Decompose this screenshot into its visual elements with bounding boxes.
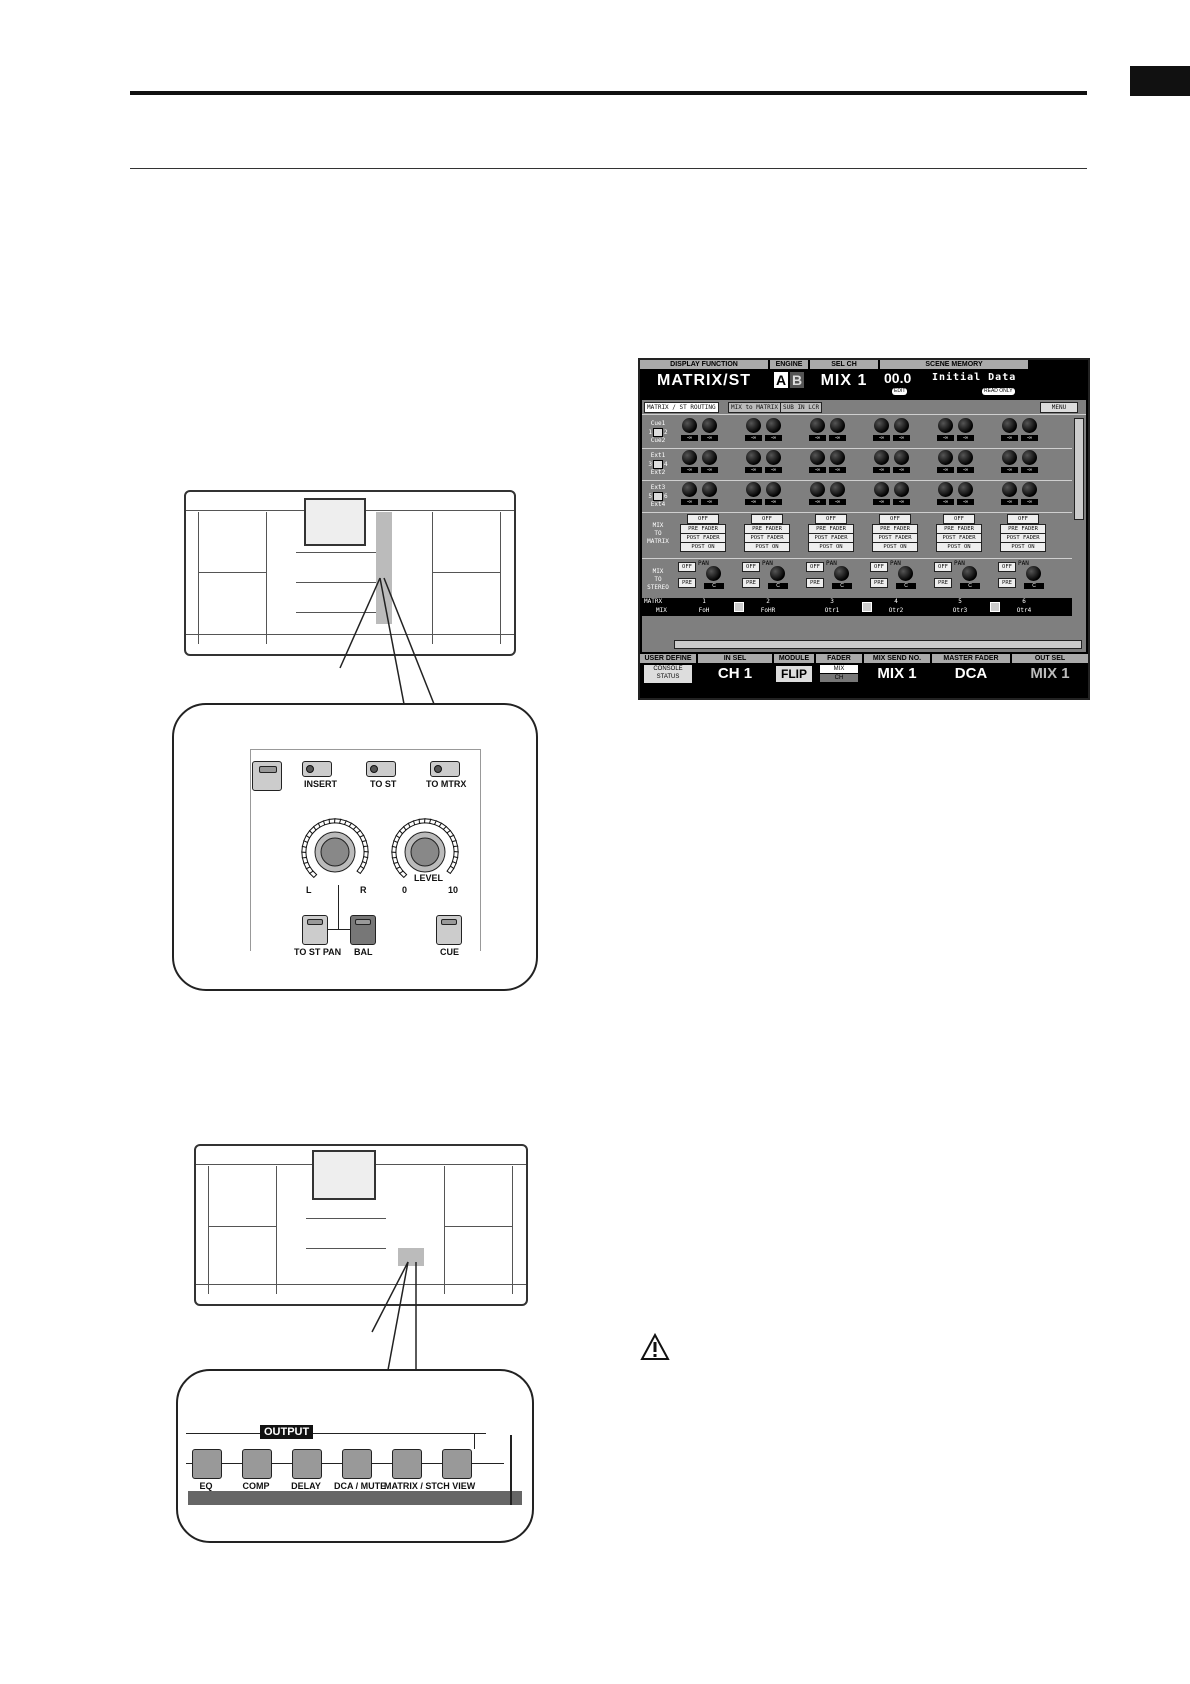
send-level-knob[interactable]: [702, 450, 717, 465]
row-label-bottom: Cue2: [650, 437, 666, 444]
console-status-button[interactable]: CONSOLE STATUS: [644, 665, 692, 683]
fader-field: FADER MIX CH: [816, 654, 862, 682]
engine-field: ENGINE A B: [770, 360, 808, 398]
send-level-knob[interactable]: [702, 482, 717, 497]
send-level-knob[interactable]: [874, 418, 889, 433]
send-level-value: -∞: [809, 499, 826, 505]
pan-label: PAN: [762, 560, 773, 567]
mix-send-value: MIX 1: [877, 665, 917, 682]
output-key-3[interactable]: [342, 1449, 372, 1479]
send-level-value: -∞: [701, 499, 718, 505]
stereo-link-icon: [653, 460, 663, 469]
send-level-value: -∞: [1001, 499, 1018, 505]
matrix-routing-button[interactable]: OFF: [751, 514, 783, 524]
send-level-knob[interactable]: [874, 450, 889, 465]
insert-label: INSERT: [304, 779, 338, 789]
pan-value: C: [896, 583, 916, 589]
send-level-knob[interactable]: [746, 482, 761, 497]
send-level-knob[interactable]: [938, 482, 953, 497]
send-level-value: -∞: [681, 435, 698, 441]
mix-number: 6: [1022, 598, 1026, 605]
send-level-knob[interactable]: [894, 482, 909, 497]
master-fader-value: DCA: [954, 665, 988, 682]
send-level-value: -∞: [701, 467, 718, 473]
lcd-footer: [640, 654, 1088, 698]
mix-number: 2: [766, 598, 770, 605]
engine-a[interactable]: A: [775, 372, 787, 388]
send-level-knob[interactable]: [702, 418, 717, 433]
output-key-0[interactable]: [192, 1449, 222, 1479]
send-level-knob[interactable]: [874, 482, 889, 497]
pan-value: C: [832, 583, 852, 589]
mix-name: FoH: [698, 607, 710, 614]
to-stereo-pan-knob[interactable]: [770, 566, 785, 581]
pan-label: PAN: [1018, 560, 1029, 567]
row-label-line: TO: [654, 576, 662, 583]
out-sel-field: OUT SEL MIX 1: [1012, 654, 1088, 685]
to-stereo-pan-knob[interactable]: [706, 566, 721, 581]
mix-name: Otr4: [1016, 607, 1032, 614]
output-key-5[interactable]: [442, 1449, 472, 1479]
corner-mix-label: MIX: [656, 607, 667, 614]
stereo-off-button[interactable]: OFF: [678, 562, 696, 572]
row-divider: [642, 480, 1072, 481]
pan-right-label: R: [360, 885, 367, 895]
stereo-pre-button[interactable]: PRE: [806, 578, 824, 588]
output-key-label: CH VIEW: [436, 1481, 476, 1491]
level-label: LEVEL: [414, 873, 444, 883]
matrix-st-screen: [638, 358, 1090, 700]
row-label-cue: [644, 420, 672, 445]
mix-name: FoHR: [760, 607, 776, 614]
matrix-routing-button[interactable]: PRE FADER: [808, 524, 854, 534]
send-level-knob[interactable]: [682, 482, 697, 497]
caution-icon: [640, 1333, 670, 1361]
send-level-value: -∞: [745, 467, 762, 473]
send-level-knob[interactable]: [746, 450, 761, 465]
to-stereo-pan-knob[interactable]: [962, 566, 977, 581]
matrix-routing-button[interactable]: POST FADER: [680, 533, 726, 543]
mix-number: 4: [894, 598, 898, 605]
send-level-value: -∞: [1001, 435, 1018, 441]
send-level-knob[interactable]: [766, 482, 781, 497]
level-min-label: 0: [402, 885, 408, 895]
send-level-value: -∞: [681, 499, 698, 505]
fader-ch-button[interactable]: CH: [820, 674, 858, 682]
row-label-line: MIX: [652, 522, 664, 529]
send-level-knob[interactable]: [810, 482, 825, 497]
matrix-routing-button[interactable]: OFF: [1007, 514, 1039, 524]
send-level-value: -∞: [893, 467, 910, 473]
pan-label: PAN: [698, 560, 709, 567]
matrix-routing-button[interactable]: POST ON: [872, 542, 918, 552]
lcd-content: [642, 400, 1086, 652]
send-level-knob[interactable]: [958, 418, 973, 433]
fader-mix-button[interactable]: MIX: [820, 665, 858, 673]
send-level-knob[interactable]: [958, 482, 973, 497]
scene-edit-badge: EDIT: [894, 388, 906, 394]
mix-name: Otr3: [952, 607, 968, 614]
output-key-4[interactable]: [392, 1449, 422, 1479]
send-level-value: -∞: [765, 467, 782, 473]
send-level-knob[interactable]: [830, 482, 845, 497]
row-label-ext12: [644, 452, 672, 477]
row-label-line: MIX: [652, 568, 664, 575]
output-key-2[interactable]: [292, 1449, 322, 1479]
send-level-knob[interactable]: [894, 418, 909, 433]
row-divider: [642, 448, 1072, 449]
vertical-scrollbar[interactable]: [1074, 418, 1084, 520]
send-level-knob[interactable]: [682, 450, 697, 465]
row-label-mid: [644, 460, 672, 469]
send-level-value: -∞: [701, 435, 718, 441]
row-label-mid: [644, 492, 672, 501]
send-level-value: -∞: [745, 435, 762, 441]
send-level-knob[interactable]: [938, 450, 953, 465]
pan-label: PAN: [954, 560, 965, 567]
send-level-knob[interactable]: [830, 418, 845, 433]
matrix-routing-button[interactable]: OFF: [879, 514, 911, 524]
mix-name: Otr1: [824, 607, 840, 614]
send-level-knob[interactable]: [766, 418, 781, 433]
output-key-label: DCA / MUTE: [334, 1481, 387, 1491]
level-max-label: 10: [448, 885, 459, 895]
send-level-value: -∞: [681, 467, 698, 473]
output-key-1[interactable]: [242, 1449, 272, 1479]
stereo-off-button[interactable]: OFF: [998, 562, 1016, 572]
mix-name: Otr2: [888, 607, 904, 614]
send-level-value: -∞: [1021, 467, 1038, 473]
pan-label: PAN: [890, 560, 901, 567]
send-level-knob[interactable]: [682, 418, 697, 433]
send-level-knob[interactable]: [894, 450, 909, 465]
send-level-knob[interactable]: [1022, 418, 1037, 433]
row-label-n2: 4: [664, 461, 668, 468]
row-label-n1: 1: [648, 429, 652, 436]
pan-left-label: L: [306, 885, 312, 895]
display-function-field: DISPLAY FUNCTION MATRIX/ST: [640, 360, 768, 398]
row-label-bottom: Ext4: [650, 501, 666, 508]
send-level-knob[interactable]: [810, 450, 825, 465]
matrix-routing-button[interactable]: PRE FADER: [872, 524, 918, 534]
matrix-routing-button[interactable]: PRE FADER: [744, 524, 790, 534]
send-level-knob[interactable]: [746, 418, 761, 433]
send-level-value: -∞: [873, 435, 890, 441]
stereo-pre-button[interactable]: PRE: [742, 578, 760, 588]
scene-number: 00.0: [884, 370, 912, 386]
stereo-pre-button[interactable]: PRE: [678, 578, 696, 588]
mix-number: 1: [702, 598, 706, 605]
send-level-value: -∞: [829, 467, 846, 473]
to-st-label: TO ST: [370, 779, 397, 789]
row-label-line: MATRIX: [647, 538, 669, 545]
to-stereo-pan-knob[interactable]: [1026, 566, 1041, 581]
pan-value: C: [960, 583, 980, 589]
send-level-value: -∞: [957, 499, 974, 505]
stereo-link-icon: [862, 602, 872, 612]
mix-number: 5: [958, 598, 962, 605]
matrix-routing-button[interactable]: POST ON: [1000, 542, 1046, 552]
send-level-knob[interactable]: [1022, 450, 1037, 465]
row-label-top: Ext1: [650, 452, 666, 459]
send-level-knob[interactable]: [958, 450, 973, 465]
output-title: OUTPUT: [260, 1425, 313, 1439]
to-stereo-pan-knob[interactable]: [898, 566, 913, 581]
row-label-line: STEREO: [647, 584, 669, 591]
send-level-value: -∞: [1021, 435, 1038, 441]
send-level-knob[interactable]: [810, 418, 825, 433]
stereo-pre-button[interactable]: PRE: [998, 578, 1016, 588]
pan-value: C: [768, 583, 788, 589]
send-level-value: -∞: [1021, 499, 1038, 505]
cue-label: CUE: [440, 947, 460, 957]
matrix-routing-button[interactable]: POST FADER: [744, 533, 790, 543]
row-label-top: Cue1: [650, 420, 666, 427]
module-field: MODULE FLIP: [774, 654, 814, 685]
row-divider: [642, 512, 1072, 513]
row-label-mix-to-stereo: [644, 568, 672, 592]
mix-number: 3: [830, 598, 834, 605]
row-label-bottom: Ext2: [650, 469, 666, 476]
send-level-knob[interactable]: [938, 418, 953, 433]
matrix-routing-button[interactable]: POST FADER: [872, 533, 918, 543]
row-label-n2: 2: [664, 429, 668, 436]
send-level-knob[interactable]: [766, 450, 781, 465]
send-level-value: -∞: [873, 499, 890, 505]
scene-name: Initial Data: [932, 372, 1017, 383]
send-level-value: -∞: [745, 499, 762, 505]
row-label-mid: [644, 428, 672, 437]
send-level-value: -∞: [809, 435, 826, 441]
in-sel-field: IN SEL CH 1: [698, 654, 772, 685]
send-level-value: -∞: [809, 467, 826, 473]
output-key-label: MATRIX / ST: [384, 1481, 437, 1491]
stereo-link-icon: [990, 602, 1000, 612]
pan-value: C: [704, 583, 724, 589]
matrix-routing-button[interactable]: POST ON: [744, 542, 790, 552]
output-key-label: COMP: [242, 1481, 270, 1491]
send-level-value: -∞: [893, 435, 910, 441]
output-key-label: DELAY: [291, 1481, 321, 1491]
stereo-off-button[interactable]: OFF: [806, 562, 824, 572]
row-label-mix-to-matrix: [644, 522, 672, 546]
send-level-value: -∞: [829, 499, 846, 505]
row-label-n1: 5: [648, 493, 652, 500]
send-level-knob[interactable]: [1002, 482, 1017, 497]
row-label-line: TO: [654, 530, 662, 537]
matrix-routing-button[interactable]: PRE FADER: [1000, 524, 1046, 534]
out-sel-value: MIX 1: [1030, 665, 1070, 682]
matrix-routing-button[interactable]: OFF: [943, 514, 975, 524]
send-level-value: -∞: [765, 435, 782, 441]
row-label-ext34: [644, 484, 672, 509]
send-level-value: -∞: [937, 499, 954, 505]
send-level-knob[interactable]: [1022, 482, 1037, 497]
to-st-pan-label: TO ST PAN: [294, 947, 342, 957]
to-stereo-pan-knob[interactable]: [834, 566, 849, 581]
send-level-value: -∞: [893, 499, 910, 505]
row-label-n1: 3: [648, 461, 652, 468]
send-level-value: -∞: [937, 435, 954, 441]
engine-b[interactable]: B: [791, 372, 803, 388]
bal-label: BAL: [354, 947, 373, 957]
send-level-value: -∞: [957, 435, 974, 441]
sel-ch-value: MIX 1: [820, 372, 868, 389]
lcd-tab-2[interactable]: SUB IN LCR: [780, 402, 822, 413]
stereo-pre-button[interactable]: PRE: [934, 578, 952, 588]
send-level-knob[interactable]: [1002, 450, 1017, 465]
matrix-routing-button[interactable]: POST FADER: [936, 533, 982, 543]
stereo-off-button[interactable]: OFF: [934, 562, 952, 572]
send-level-knob[interactable]: [830, 450, 845, 465]
matrix-routing-button[interactable]: OFF: [815, 514, 847, 524]
output-key-label: EQ: [199, 1481, 213, 1491]
in-sel-value: CH 1: [717, 665, 753, 682]
flip-button[interactable]: FLIP: [776, 666, 812, 682]
stereo-link-icon: [734, 602, 744, 612]
display-function-value: MATRIX/ST: [656, 372, 752, 389]
send-level-value: -∞: [937, 467, 954, 473]
send-level-value: -∞: [873, 467, 890, 473]
matrix-routing-button[interactable]: POST FADER: [808, 533, 854, 543]
stereo-off-button[interactable]: OFF: [742, 562, 760, 572]
row-label-top: Ext3: [650, 484, 666, 491]
matrix-routing-button[interactable]: POST ON: [808, 542, 854, 552]
pan-label: PAN: [826, 560, 837, 567]
send-level-value: -∞: [1001, 467, 1018, 473]
sel-ch-field: SEL CH MIX 1: [810, 360, 878, 398]
stereo-link-icon: [653, 428, 663, 437]
output-section-callout: [176, 1369, 534, 1543]
user-define-field[interactable]: USER DEFINE CONSOLE STATUS: [640, 654, 696, 685]
read-only-badge: READ ONLY: [984, 388, 1013, 394]
row-divider: [642, 558, 1072, 559]
corner-matrix-label: MATRX: [644, 598, 663, 605]
row-label-n2: 6: [664, 493, 668, 500]
scene-memory-field: SCENE MEMORY 00.0 Initial Data EDIT READ ONLY: [880, 360, 1028, 398]
matrix-routing-button[interactable]: POST ON: [936, 542, 982, 552]
menu-button[interactable]: MENU: [1040, 402, 1078, 413]
stereo-link-icon: [653, 492, 663, 501]
stereo-pre-button[interactable]: PRE: [870, 578, 888, 588]
matrix-routing-button[interactable]: OFF: [687, 514, 719, 524]
matrix-routing-button[interactable]: PRE FADER: [680, 524, 726, 534]
to-mtrx-label: TO MTRX: [426, 779, 467, 789]
send-level-value: -∞: [765, 499, 782, 505]
mix-send-field: MIX SEND NO. MIX 1: [864, 654, 930, 685]
matrix-routing-button[interactable]: POST ON: [680, 542, 726, 552]
horizontal-scrollbar[interactable]: [674, 640, 1082, 649]
send-level-knob[interactable]: [1002, 418, 1017, 433]
send-level-value: -∞: [829, 435, 846, 441]
pan-value: C: [1024, 583, 1044, 589]
lcd-tab-1[interactable]: MIX to MATRIX: [728, 402, 781, 413]
matrix-routing-button[interactable]: POST FADER: [1000, 533, 1046, 543]
send-level-value: -∞: [957, 467, 974, 473]
matrix-routing-button[interactable]: PRE FADER: [936, 524, 982, 534]
lcd-tab-0[interactable]: MATRIX / ST ROUTING: [644, 402, 719, 413]
stereo-off-button[interactable]: OFF: [870, 562, 888, 572]
master-fader-field: MASTER FADER DCA: [932, 654, 1010, 685]
